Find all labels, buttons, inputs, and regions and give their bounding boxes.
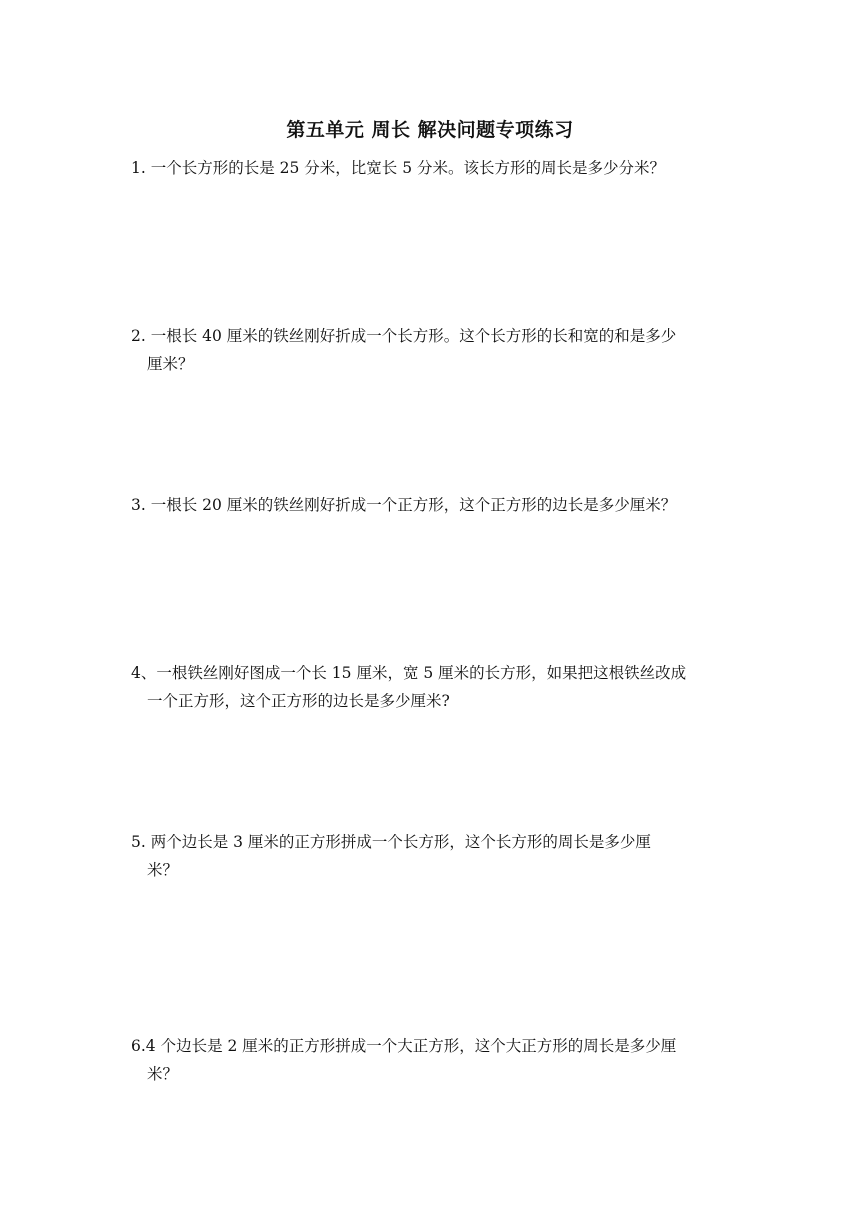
- question-4-line-1: 4、一根铁丝刚好图成一个长 15 厘米，宽 5 厘米的长方形，如果把这根铁丝改成: [131, 664, 687, 682]
- question-5: [131, 828, 736, 884]
- question-5-line-1: 5. 两个边长是 3 厘米的正方形拼成一个长方形，这个长方形的周长是多少厘: [131, 833, 651, 851]
- question-1-line-1: 1. 一个长方形的长是 25 分米，比宽长 5 分米。该长方形的周长是多少分米？: [131, 159, 666, 177]
- question-6: [131, 1032, 736, 1088]
- question-4-line-2: 一个正方形，这个正方形的边长是多少厘米?: [147, 692, 450, 710]
- question-1: [131, 154, 736, 182]
- question-2-line-1: 2. 一根长 40 厘米的铁丝刚好折成一个长方形。这个长方形的长和宽的和是多少: [131, 327, 677, 345]
- question-6-line-1: 6.4 个边长是 2 厘米的正方形拼成一个大正方形，这个大正方形的周长是多少厘: [131, 1037, 677, 1055]
- question-4: [131, 659, 736, 715]
- question-6-line-2: 米？: [147, 1065, 179, 1083]
- question-5-line-2: 米？: [147, 861, 179, 879]
- question-3: [131, 491, 736, 519]
- question-2: [131, 322, 736, 378]
- question-3-line-1: 3. 一根长 20 厘米的铁丝刚好折成一个正方形，这个正方形的边长是多少厘米？: [131, 496, 677, 514]
- question-2-line-2: 厘米？: [147, 355, 194, 373]
- page-title: 第五单元 周长 解决问题专项练习: [286, 119, 574, 141]
